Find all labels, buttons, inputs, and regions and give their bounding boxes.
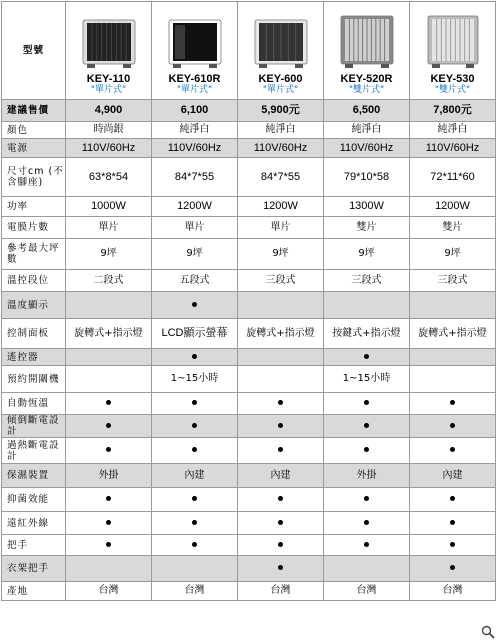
spec-row-power-source — [2, 139, 496, 158]
spec-cell — [410, 100, 496, 122]
spec-cell — [324, 292, 410, 319]
spec-row-size — [2, 158, 496, 197]
spec-value: 台灣 — [356, 585, 377, 596]
spec-value: 110V/60Hz — [253, 141, 308, 154]
spec-value: 110V/60Hz — [167, 141, 222, 154]
model-type: "單片式" — [176, 85, 213, 95]
model-name: KEY-600 — [258, 73, 303, 85]
model-cell — [410, 2, 496, 100]
spec-cell — [238, 158, 324, 197]
spec-cell — [324, 319, 410, 349]
spec-cell — [324, 158, 410, 197]
spec-value: 單片 — [98, 221, 119, 233]
model-name: KEY-610R — [168, 73, 221, 85]
spec-value: 內建 — [442, 469, 463, 481]
feature-dot — [450, 423, 455, 428]
spec-value: 台灣 — [98, 585, 119, 596]
feature-dot — [450, 496, 455, 501]
model-cell — [238, 2, 324, 100]
spec-cell — [410, 197, 496, 217]
spec-cell — [324, 415, 410, 438]
spec-cell — [238, 239, 324, 270]
feature-dot — [106, 400, 111, 405]
spec-value: 台灣 — [184, 585, 205, 596]
model-name: KEY-520R — [340, 73, 393, 85]
feature-dot — [450, 520, 455, 525]
spec-row-rack — [2, 556, 496, 582]
spec-cell — [152, 535, 238, 556]
feature-dot — [278, 542, 283, 547]
spec-cell — [66, 319, 152, 349]
heater-product-image — [339, 15, 395, 71]
spec-row-area — [2, 239, 496, 270]
row-label: 遠紅外線 — [2, 512, 66, 535]
spec-cell — [324, 535, 410, 556]
spec-value: 110V/60Hz — [425, 141, 480, 154]
spec-cell — [152, 270, 238, 292]
spec-value: 時尚銀 — [93, 124, 124, 135]
feature-dot — [106, 423, 111, 428]
feature-dot — [192, 302, 197, 307]
spec-cell — [66, 464, 152, 488]
feature-dot — [278, 423, 283, 428]
spec-cell — [324, 512, 410, 535]
feature-dot — [106, 447, 111, 452]
spec-row-color — [2, 122, 496, 139]
spec-cell — [238, 512, 324, 535]
spec-cell — [152, 197, 238, 217]
spec-value: 1~15小時 — [170, 373, 219, 384]
spec-cell — [152, 217, 238, 239]
spec-cell — [324, 239, 410, 270]
spec-value: 旋轉式+指示燈 — [74, 327, 143, 339]
row-label: 遙控器 — [2, 349, 66, 366]
spec-cell — [66, 122, 152, 139]
spec-cell — [66, 556, 152, 582]
spec-value: 9坪 — [444, 248, 461, 259]
feature-dot — [364, 542, 369, 547]
spec-value: 雙片 — [356, 221, 377, 233]
feature-dot — [450, 565, 455, 570]
spec-cell — [152, 464, 238, 488]
spec-cell — [66, 415, 152, 438]
spec-cell — [238, 270, 324, 292]
spec-row-temp-display — [2, 292, 496, 319]
spec-cell — [66, 512, 152, 535]
feature-dot — [364, 447, 369, 452]
feature-dot — [192, 447, 197, 452]
model-cell — [66, 2, 152, 100]
spec-cell — [410, 139, 496, 158]
heater-product-image — [167, 19, 223, 71]
spec-value: 三段式 — [437, 274, 468, 286]
feature-dot — [192, 423, 197, 428]
row-label: 電膜片數 — [2, 217, 66, 239]
feature-dot — [278, 565, 283, 570]
model-cell — [324, 2, 410, 100]
spec-cell — [66, 393, 152, 415]
spec-value: 5,900元 — [261, 104, 300, 116]
spec-value: 9坪 — [272, 248, 289, 259]
row-label: 尺寸cm (不含腳座) — [2, 158, 66, 197]
spec-cell — [66, 535, 152, 556]
zoom-icon[interactable] — [481, 625, 495, 639]
spec-value: 7,800元 — [433, 104, 472, 116]
spec-value: 1200W — [263, 200, 298, 212]
spec-cell — [152, 349, 238, 366]
spec-value: 內建 — [184, 469, 205, 481]
spec-value: 1000W — [91, 200, 126, 212]
feature-dot — [192, 520, 197, 525]
spec-value: 雙片 — [442, 221, 463, 233]
spec-cell — [238, 319, 324, 349]
spec-cell — [238, 535, 324, 556]
spec-cell — [66, 488, 152, 512]
spec-value: 純淨白 — [351, 124, 382, 135]
spec-cell — [66, 197, 152, 217]
spec-cell — [152, 158, 238, 197]
spec-value: 110V/60Hz — [339, 141, 394, 154]
spec-cell — [152, 122, 238, 139]
row-label: 電源 — [2, 139, 66, 158]
feature-dot — [106, 496, 111, 501]
spec-cell — [66, 438, 152, 464]
spec-value: 1300W — [349, 200, 384, 212]
spec-cell — [66, 270, 152, 292]
row-label: 參考最大坪數 — [2, 239, 66, 270]
feature-dot — [278, 496, 283, 501]
spec-row-control-panel — [2, 319, 496, 349]
spec-value: 72*11*60 — [430, 170, 475, 183]
spec-row-tip-over — [2, 415, 496, 438]
spec-cell — [410, 292, 496, 319]
spec-cell — [410, 319, 496, 349]
spec-value: 單片 — [270, 221, 291, 233]
spec-value: 單片 — [184, 221, 205, 233]
model-name: KEY-110 — [86, 73, 131, 85]
row-label: 顏色 — [2, 122, 66, 139]
spec-value: 台灣 — [442, 585, 463, 596]
feature-dot — [192, 496, 197, 501]
model-type: "雙片式" — [434, 85, 471, 95]
heater-product-image — [81, 19, 137, 71]
spec-row-handle — [2, 535, 496, 556]
spec-cell — [324, 556, 410, 582]
spec-cell — [410, 488, 496, 512]
spec-row-guard — [2, 464, 496, 488]
spec-cell — [152, 393, 238, 415]
feature-dot — [106, 542, 111, 547]
spec-value: 9坪 — [358, 248, 375, 259]
model-type: "單片式" — [262, 85, 299, 95]
row-label: 自動恆溫 — [2, 393, 66, 415]
spec-cell — [324, 122, 410, 139]
spec-value: 純淨白 — [179, 124, 210, 135]
spec-cell — [152, 512, 238, 535]
spec-cell — [152, 292, 238, 319]
spec-cell — [152, 100, 238, 122]
spec-value: LCD顯示螢幕 — [161, 327, 228, 339]
spec-cell — [152, 438, 238, 464]
spec-cell — [324, 139, 410, 158]
spec-value: 外掛 — [356, 469, 377, 481]
spec-row-auto-temp — [2, 393, 496, 415]
spec-cell — [66, 139, 152, 158]
spec-value: 外掛 — [98, 469, 119, 481]
spec-cell — [152, 415, 238, 438]
feature-dot — [364, 423, 369, 428]
spec-cell — [66, 582, 152, 601]
spec-value: 二段式 — [93, 274, 124, 286]
row-label: 傾倒斷電設計 — [2, 415, 66, 438]
spec-cell — [410, 349, 496, 366]
spec-cell — [410, 217, 496, 239]
row-label: 衣架把手 — [2, 556, 66, 582]
spec-cell — [238, 464, 324, 488]
spec-value: 110V/60Hz — [81, 141, 136, 154]
spec-cell — [410, 393, 496, 415]
spec-value: 五段式 — [179, 274, 210, 286]
row-label: 保濕裝置 — [2, 464, 66, 488]
spec-cell — [66, 292, 152, 319]
spec-row-timer — [2, 366, 496, 393]
spec-cell — [410, 415, 496, 438]
spec-cell — [152, 582, 238, 601]
spec-cell — [238, 139, 324, 158]
model-type: "單片式" — [90, 85, 127, 95]
spec-cell — [324, 197, 410, 217]
spec-cell — [410, 512, 496, 535]
spec-cell — [410, 122, 496, 139]
spec-cell — [152, 319, 238, 349]
spec-cell — [66, 158, 152, 197]
spec-cell — [152, 488, 238, 512]
spec-cell — [66, 349, 152, 366]
spec-cell — [324, 393, 410, 415]
spec-cell — [238, 349, 324, 366]
spec-cell — [238, 366, 324, 393]
spec-value: 4,900 — [94, 104, 123, 116]
spec-value: 79*10*58 — [343, 170, 390, 183]
spec-cell — [324, 217, 410, 239]
spec-cell — [410, 464, 496, 488]
spec-cell — [410, 239, 496, 270]
feature-dot — [364, 400, 369, 405]
spec-value: 9坪 — [186, 248, 203, 259]
row-label: 溫控段位 — [2, 270, 66, 292]
spec-cell — [238, 582, 324, 601]
spec-cell — [324, 488, 410, 512]
row-label: 產地 — [2, 582, 66, 601]
spec-cell — [410, 582, 496, 601]
spec-value: 6,100 — [180, 104, 209, 116]
spec-cell — [410, 158, 496, 197]
spec-cell — [66, 100, 152, 122]
spec-value: 旋轉式+指示燈 — [418, 327, 487, 339]
spec-cell — [238, 217, 324, 239]
spec-value: 旋轉式+指示燈 — [246, 327, 315, 339]
spec-cell — [152, 139, 238, 158]
spec-cell — [410, 270, 496, 292]
spec-cell — [238, 438, 324, 464]
model-cell — [152, 2, 238, 100]
spec-cell — [410, 438, 496, 464]
row-label: 建議售價 — [2, 100, 66, 122]
spec-value: 純淨白 — [265, 124, 296, 135]
spec-cell — [410, 535, 496, 556]
spec-cell — [324, 438, 410, 464]
feature-dot — [364, 496, 369, 501]
spec-row-anion — [2, 488, 496, 512]
spec-row-origin — [2, 582, 496, 601]
header-row — [2, 2, 496, 100]
row-label: 功率 — [2, 197, 66, 217]
feature-dot — [450, 447, 455, 452]
spec-value: 台灣 — [270, 585, 291, 596]
spec-value: 63*8*54 — [88, 170, 129, 183]
spec-value: 6,500 — [352, 104, 381, 116]
row-label: 抑菌效能 — [2, 488, 66, 512]
spec-row-remote — [2, 349, 496, 366]
spec-cell — [410, 556, 496, 582]
row-label: 控制面板 — [2, 319, 66, 349]
spec-cell — [238, 292, 324, 319]
feature-dot — [278, 447, 283, 452]
spec-row-infrared — [2, 512, 496, 535]
spec-row-panels — [2, 217, 496, 239]
spec-value: 內建 — [270, 469, 291, 481]
spec-cell — [410, 366, 496, 393]
row-label: 過熱斷電設計 — [2, 438, 66, 464]
model-type: "雙片式" — [348, 85, 385, 95]
spec-value: 三段式 — [351, 274, 382, 286]
spec-cell — [152, 366, 238, 393]
spec-cell — [152, 556, 238, 582]
spec-cell — [324, 100, 410, 122]
spec-cell — [238, 393, 324, 415]
spec-row-wattage — [2, 197, 496, 217]
feature-dot — [278, 520, 283, 525]
spec-cell — [238, 100, 324, 122]
spec-cell — [66, 239, 152, 270]
spec-value: 1200W — [177, 200, 212, 212]
spec-row-price — [2, 100, 496, 122]
spec-cell — [238, 556, 324, 582]
feature-dot — [278, 400, 283, 405]
spec-cell — [238, 415, 324, 438]
spec-cell — [324, 582, 410, 601]
spec-cell — [324, 464, 410, 488]
feature-dot — [364, 520, 369, 525]
row-label: 預約開關機 — [2, 366, 66, 393]
feature-dot — [192, 400, 197, 405]
feature-dot — [450, 542, 455, 547]
model-name: KEY-530 — [430, 73, 475, 85]
spec-value: 1~15小時 — [342, 373, 391, 384]
spec-value: 純淨白 — [437, 124, 468, 135]
spec-cell — [324, 270, 410, 292]
spec-cell — [238, 488, 324, 512]
spec-value: 84*7*55 — [260, 170, 301, 183]
spec-cell — [66, 366, 152, 393]
spec-value: 1200W — [435, 200, 470, 212]
spec-row-overheat — [2, 438, 496, 464]
spec-comparison-table — [1, 1, 496, 601]
spec-cell — [238, 197, 324, 217]
spec-value: 三段式 — [265, 274, 296, 286]
row-label: 溫度顯示 — [2, 292, 66, 319]
spec-cell — [66, 217, 152, 239]
heater-product-image — [426, 15, 480, 71]
spec-cell — [152, 239, 238, 270]
feature-dot — [192, 542, 197, 547]
feature-dot — [364, 354, 369, 359]
spec-cell — [324, 366, 410, 393]
spec-cell — [238, 122, 324, 139]
feature-dot — [106, 520, 111, 525]
spec-value: 9坪 — [100, 248, 117, 259]
row-label: 把手 — [2, 535, 66, 556]
model-label: 型號 — [2, 2, 66, 100]
spec-row-temp-control — [2, 270, 496, 292]
feature-dot — [192, 354, 197, 359]
feature-dot — [450, 400, 455, 405]
heater-product-image — [253, 19, 309, 71]
spec-value: 按鍵式+指示燈 — [332, 327, 401, 339]
spec-value: 84*7*55 — [174, 170, 215, 183]
spec-cell — [324, 349, 410, 366]
